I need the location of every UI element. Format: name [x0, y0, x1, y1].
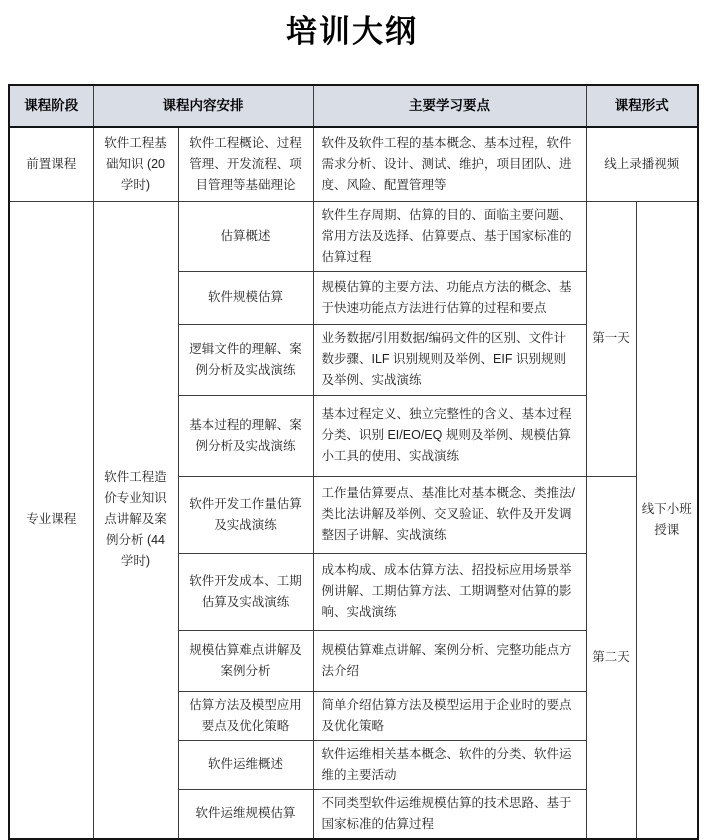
points-cell: 基本过程定义、独立完整性的含义、基本过程分类、识别 EI/EO/EQ 规则及举例、规模估算小工具的使用、实战演练	[313, 395, 586, 476]
topic-cell: 逻辑文件的理解、案例分析及实战演练	[178, 324, 313, 395]
topic-cell: 基本过程的理解、案例分析及实战演练	[178, 395, 313, 476]
topic-cell: 规模估算难点讲解及案例分析	[178, 630, 313, 691]
points-cell: 软件及软件工程的基本概念、基本过程，软件需求分析、设计、测试、维护，项目团队、进度、风险、配置管理等	[313, 127, 586, 201]
stage-cell-professional: 专业课程	[9, 201, 93, 839]
prelim-course-row	[9, 127, 698, 201]
header-row	[9, 85, 698, 127]
topic-cell: 软件工程概论、过程管理、开发流程、项目管理等基础理论	[178, 127, 313, 201]
table-header	[9, 85, 698, 127]
topic-cell: 估算概述	[178, 201, 313, 271]
module-cell-professional: 软件工程造价专业知识点讲解及案例分析 (44 学时)	[93, 201, 178, 839]
outline-table	[8, 84, 699, 840]
module-cell-prelim: 软件工程基础知识 (20 学时)	[93, 127, 178, 201]
points-cell: 业务数据/引用数据/编码文件的区别、文件计数步骤、ILF 识别规则及举例、EIF 识别规则及举例、实战演练	[313, 324, 586, 395]
day-cell-day2: 第二天	[586, 476, 636, 839]
points-cell: 不同类型软件运维规模估算的技术思路、基于国家标准的估算过程	[313, 789, 586, 839]
points-cell: 规模估算难点讲解、案例分析、完整功能点方法介绍	[313, 630, 586, 691]
stage-cell-prelim: 前置课程	[9, 127, 93, 201]
page-title: 培训大纲	[286, 14, 418, 49]
topic-cell: 估算方法及模型应用要点及优化策略	[178, 691, 313, 740]
header-cell-content: 课程内容安排	[93, 85, 313, 127]
points-cell: 软件生存周期、估算的目的、面临主要问题、常用方法及选择、估算要点、基于国家标准的估算过程	[313, 201, 586, 271]
points-cell: 规模估算的主要方法、功能点方法的概念、基于快速功能点方法进行估算的过程和要点	[313, 271, 586, 324]
format-cell-prelim: 线上录播视频	[586, 127, 698, 201]
header-cell-points: 主要学习要点	[313, 85, 586, 127]
points-cell: 简单介绍估算方法及模型运用于企业时的要点及优化策略	[313, 691, 586, 740]
points-cell: 工作量估算要点、基准比对基本概念、类推法/类比法讲解及举例、交叉验证、软件及开发调整因子讲解、实战演练	[313, 476, 586, 553]
points-cell: 软件运维相关基本概念、软件的分类、软件运维的主要活动	[313, 740, 586, 789]
points-cell: 成本构成、成本估算方法、招投标应用场景举例讲解、工期估算方法、工期调整对估算的影响、实战演练	[313, 553, 586, 630]
format-cell-professional: 线下小班授课	[636, 201, 698, 839]
day-cell-day1: 第一天	[586, 201, 636, 476]
topic-cell: 软件运维概述	[178, 740, 313, 789]
course-row	[9, 201, 698, 271]
topic-cell: 软件开发成本、工期估算及实战演练	[178, 553, 313, 630]
header-cell-format: 课程形式	[586, 85, 698, 127]
header-cell-stage: 课程阶段	[9, 85, 93, 127]
topic-cell: 软件运维规模估算	[178, 789, 313, 839]
topic-cell: 软件开发工作量估算及实战演练	[178, 476, 313, 553]
topic-cell: 软件规模估算	[178, 271, 313, 324]
